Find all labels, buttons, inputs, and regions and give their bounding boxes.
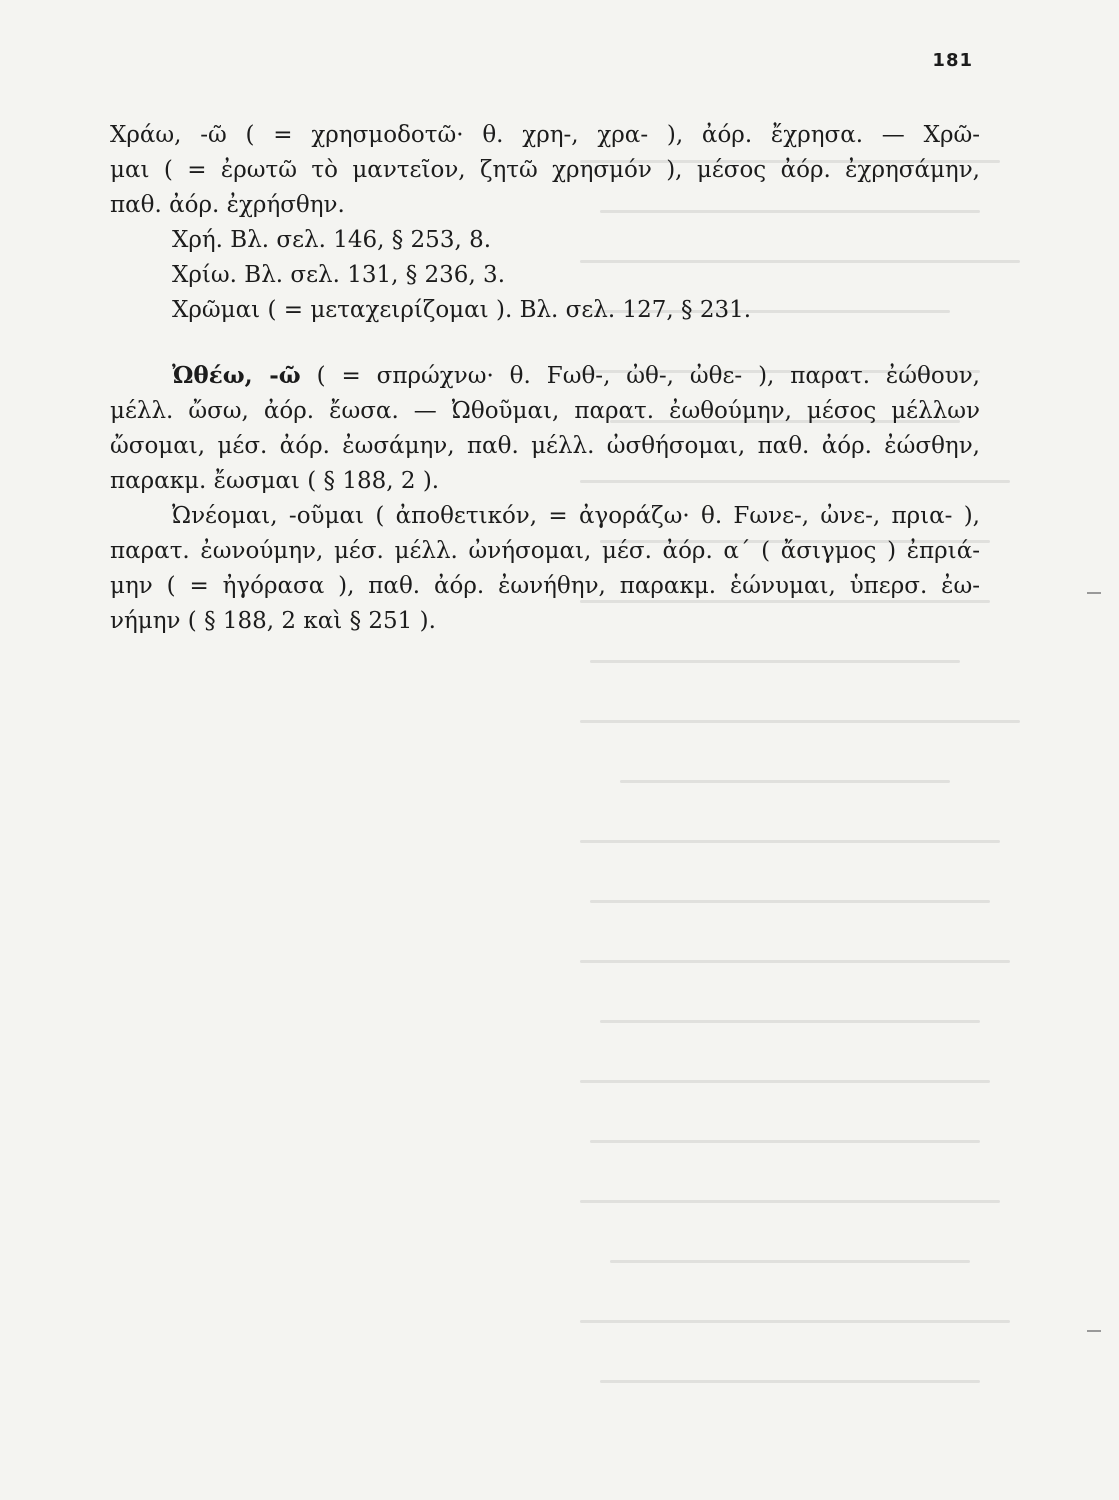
text-line: Χράω, -ῶ ( = χρησμοδοτῶ· θ. χρη-, χρα- ), ἀόρ. ἔχρησα. — Χρῶ- bbox=[110, 122, 980, 148]
text-line: ὤσομαι, μέσ. ἀόρ. ἐωσάμην, παθ. μέλλ. ὠσθήσομαι, παθ. ἀόρ. ἐώσθην, bbox=[110, 433, 980, 459]
text-line: νήμην ( § 188, 2 καὶ § 251 ). bbox=[110, 608, 436, 634]
text-line: Χρῶμαι ( = μεταχειρίζομαι ). Βλ. σελ. 127, § 231. bbox=[172, 297, 752, 323]
text-line: Χρίω. Βλ. σελ. 131, § 236, 3. bbox=[172, 262, 506, 288]
page-number: 181 bbox=[932, 50, 973, 71]
text-line: μαι ( = ἐρωτῶ τὸ μαντεῖον, ζητῶ χρησμόν ), μέσος ἀόρ. ἐχρησάμην, bbox=[110, 157, 980, 183]
headword: Ὠθέω, -ῶ bbox=[172, 362, 301, 389]
text-line bbox=[110, 358, 980, 394]
text-line: Χρή. Βλ. σελ. 146, § 253, 8. bbox=[172, 227, 492, 253]
text-line: παθ. ἀόρ. ἐχρήσθην. bbox=[110, 192, 345, 218]
paragraph-gap bbox=[110, 328, 980, 358]
text-line: παρακμ. ἔωσμαι ( § 188, 2 ). bbox=[110, 468, 440, 494]
text-line: παρατ. ἐωνούμην, μέσ. μέλλ. ὠνήσομαι, μέσ. ἀόρ. α΄ ( ἄσιγμος ) ἐπριά- bbox=[110, 538, 980, 564]
margin-mark bbox=[1087, 592, 1101, 594]
text-run: ( = σπρώχνω· θ. Ϝωθ-, ὠθ-, ὠθε- ), παρατ. ἐώθουν, bbox=[300, 363, 980, 389]
dictionary-text bbox=[110, 118, 980, 639]
text-line: Ὠνέομαι, -οῦμαι ( ἀποθετικόν, = ἀγοράζω· θ. Ϝωνε-, ὠνε-, πρια- ), bbox=[172, 503, 980, 529]
text-line: μέλλ. ὤσω, ἀόρ. ἔωσα. — Ὠθοῦμαι, παρατ. ἐωθούμην, μέσος μέλλων bbox=[110, 398, 980, 424]
margin-mark bbox=[1087, 1330, 1101, 1332]
text-line: μην ( = ἠγόρασα ), παθ. ἀόρ. ἐωνήθην, παρακμ. ἑώνυμαι, ὑπερσ. ἐω- bbox=[110, 573, 980, 599]
